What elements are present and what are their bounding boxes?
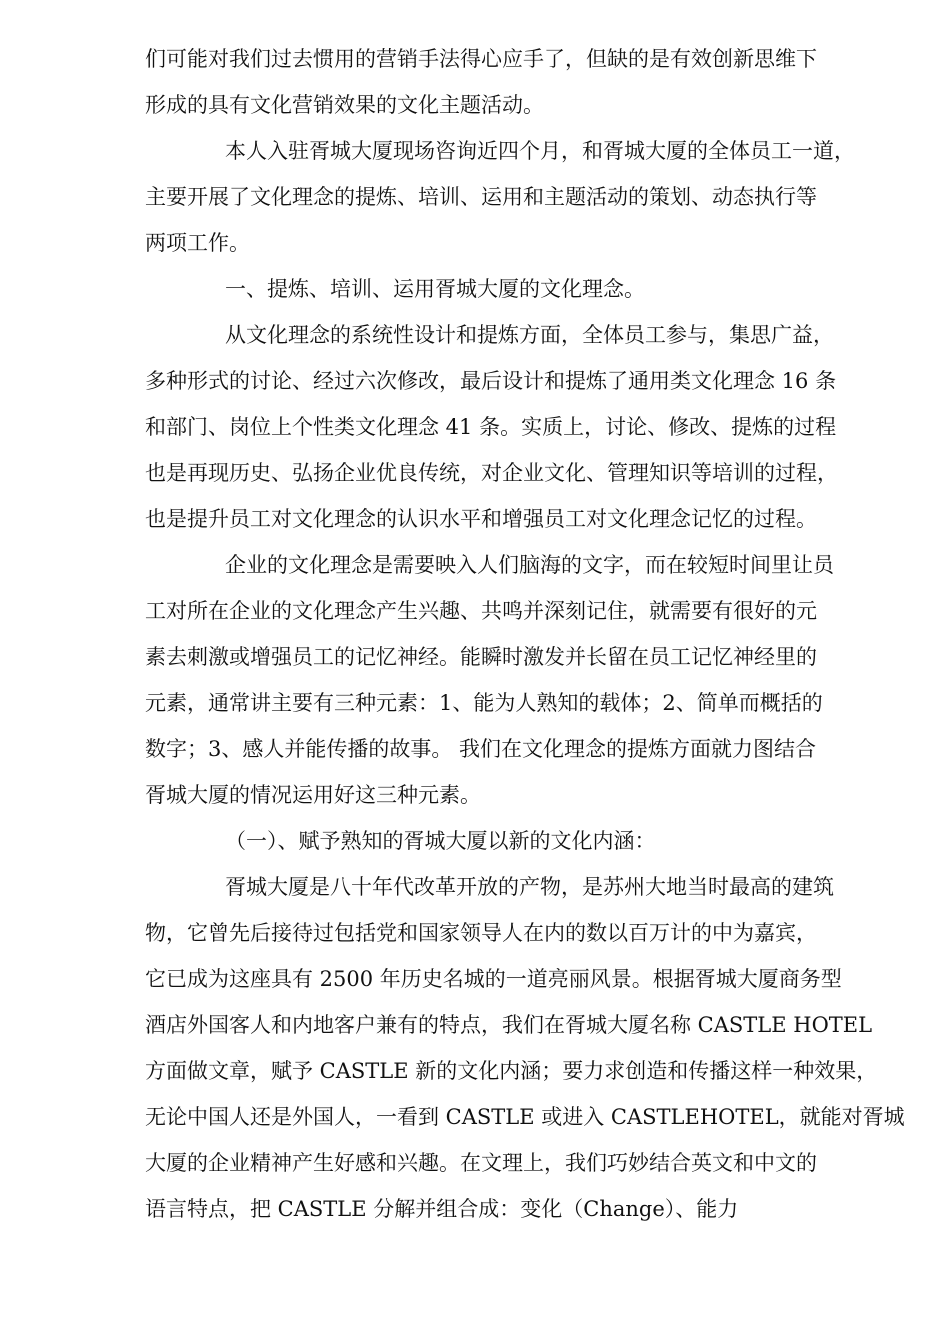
text-line: 方面做文章，赋予 CASTLE 新的文化内涵；要力求创造和传播这样一种效果， bbox=[145, 1059, 878, 1083]
text-line: 无论中国人还是外国人，一看到 CASTLE 或进入 CASTLEHOTEL，就能对胥城 bbox=[145, 1105, 905, 1129]
text-line: 也是再现历史、弘扬企业优良传统，对企业文化、管理知识等培训的过程， bbox=[145, 461, 838, 485]
text-line: 也是提升员工对文化理念的认识水平和增强员工对文化理念记忆的过程。 bbox=[145, 507, 817, 531]
document-body bbox=[145, 36, 905, 1232]
paragraph-first-line: 胥城大厦是八十年代改革开放的产物，是苏州大地当时最高的建筑 bbox=[225, 875, 834, 899]
text-line: 大厦的企业精神产生好感和兴趣。在文理上，我们巧妙结合英文和中文的 bbox=[145, 1151, 817, 1175]
subsection-heading: （一）、赋予熟知的胥城大厦以新的文化内涵： bbox=[225, 829, 656, 853]
text-line: 和部门、岗位上个性类文化理念 41 条。实质上，讨论、修改、提炼的过程 bbox=[145, 415, 837, 439]
section-heading: 一、提炼、培训、运用胥城大厦的文化理念。 bbox=[225, 277, 645, 301]
text-line: 语言特点，把 CASTLE 分解并组合成：变化（Change）、能力 bbox=[145, 1197, 739, 1221]
paragraph-first-line: 从文化理念的系统性设计和提炼方面，全体员工参与，集思广益， bbox=[225, 323, 834, 347]
text-line: 形成的具有文化营销效果的文化主题活动。 bbox=[145, 93, 544, 117]
text-line: 数字；3、感人并能传播的故事。 我们在文化理念的提炼方面就力图结合 bbox=[145, 737, 817, 761]
text-line: 两项工作。 bbox=[145, 231, 250, 255]
text-line: 酒店外国客人和内地客户兼有的特点，我们在胥城大厦名称 CASTLE HOTEL bbox=[145, 1013, 873, 1037]
text-line: 胥城大厦的情况运用好这三种元素。 bbox=[145, 783, 481, 807]
text-line: 们可能对我们过去惯用的营销手法得心应手了，但缺的是有效创新思维下 bbox=[145, 47, 817, 71]
text-line: 多种形式的讨论、经过六次修改，最后设计和提炼了通用类文化理念 16 条 bbox=[145, 369, 837, 393]
text-line: 它已成为这座具有 2500 年历史名城的一道亮丽风景。根据胥城大厦商务型 bbox=[145, 967, 842, 991]
text-line: 元素，通常讲主要有三种元素：1、能为人熟知的载体；2、简单而概括的 bbox=[145, 691, 823, 715]
paragraph-first-line: 本人入驻胥城大厦现场咨询近四个月，和胥城大厦的全体员工一道， bbox=[225, 139, 855, 163]
text-line: 素去刺激或增强员工的记忆神经。能瞬时激发并长留在员工记忆神经里的 bbox=[145, 645, 817, 669]
text-line: 主要开展了文化理念的提炼、培训、运用和主题活动的策划、动态执行等 bbox=[145, 185, 817, 209]
text-line: 物，它曾先后接待过包括党和国家领导人在内的数以百万计的中为嘉宾， bbox=[145, 921, 817, 945]
paragraph-first-line: 企业的文化理念是需要映入人们脑海的文字，而在较短时间里让员 bbox=[225, 553, 834, 577]
text-line: 工对所在企业的文化理念产生兴趣、共鸣并深刻记住，就需要有很好的元 bbox=[145, 599, 817, 623]
